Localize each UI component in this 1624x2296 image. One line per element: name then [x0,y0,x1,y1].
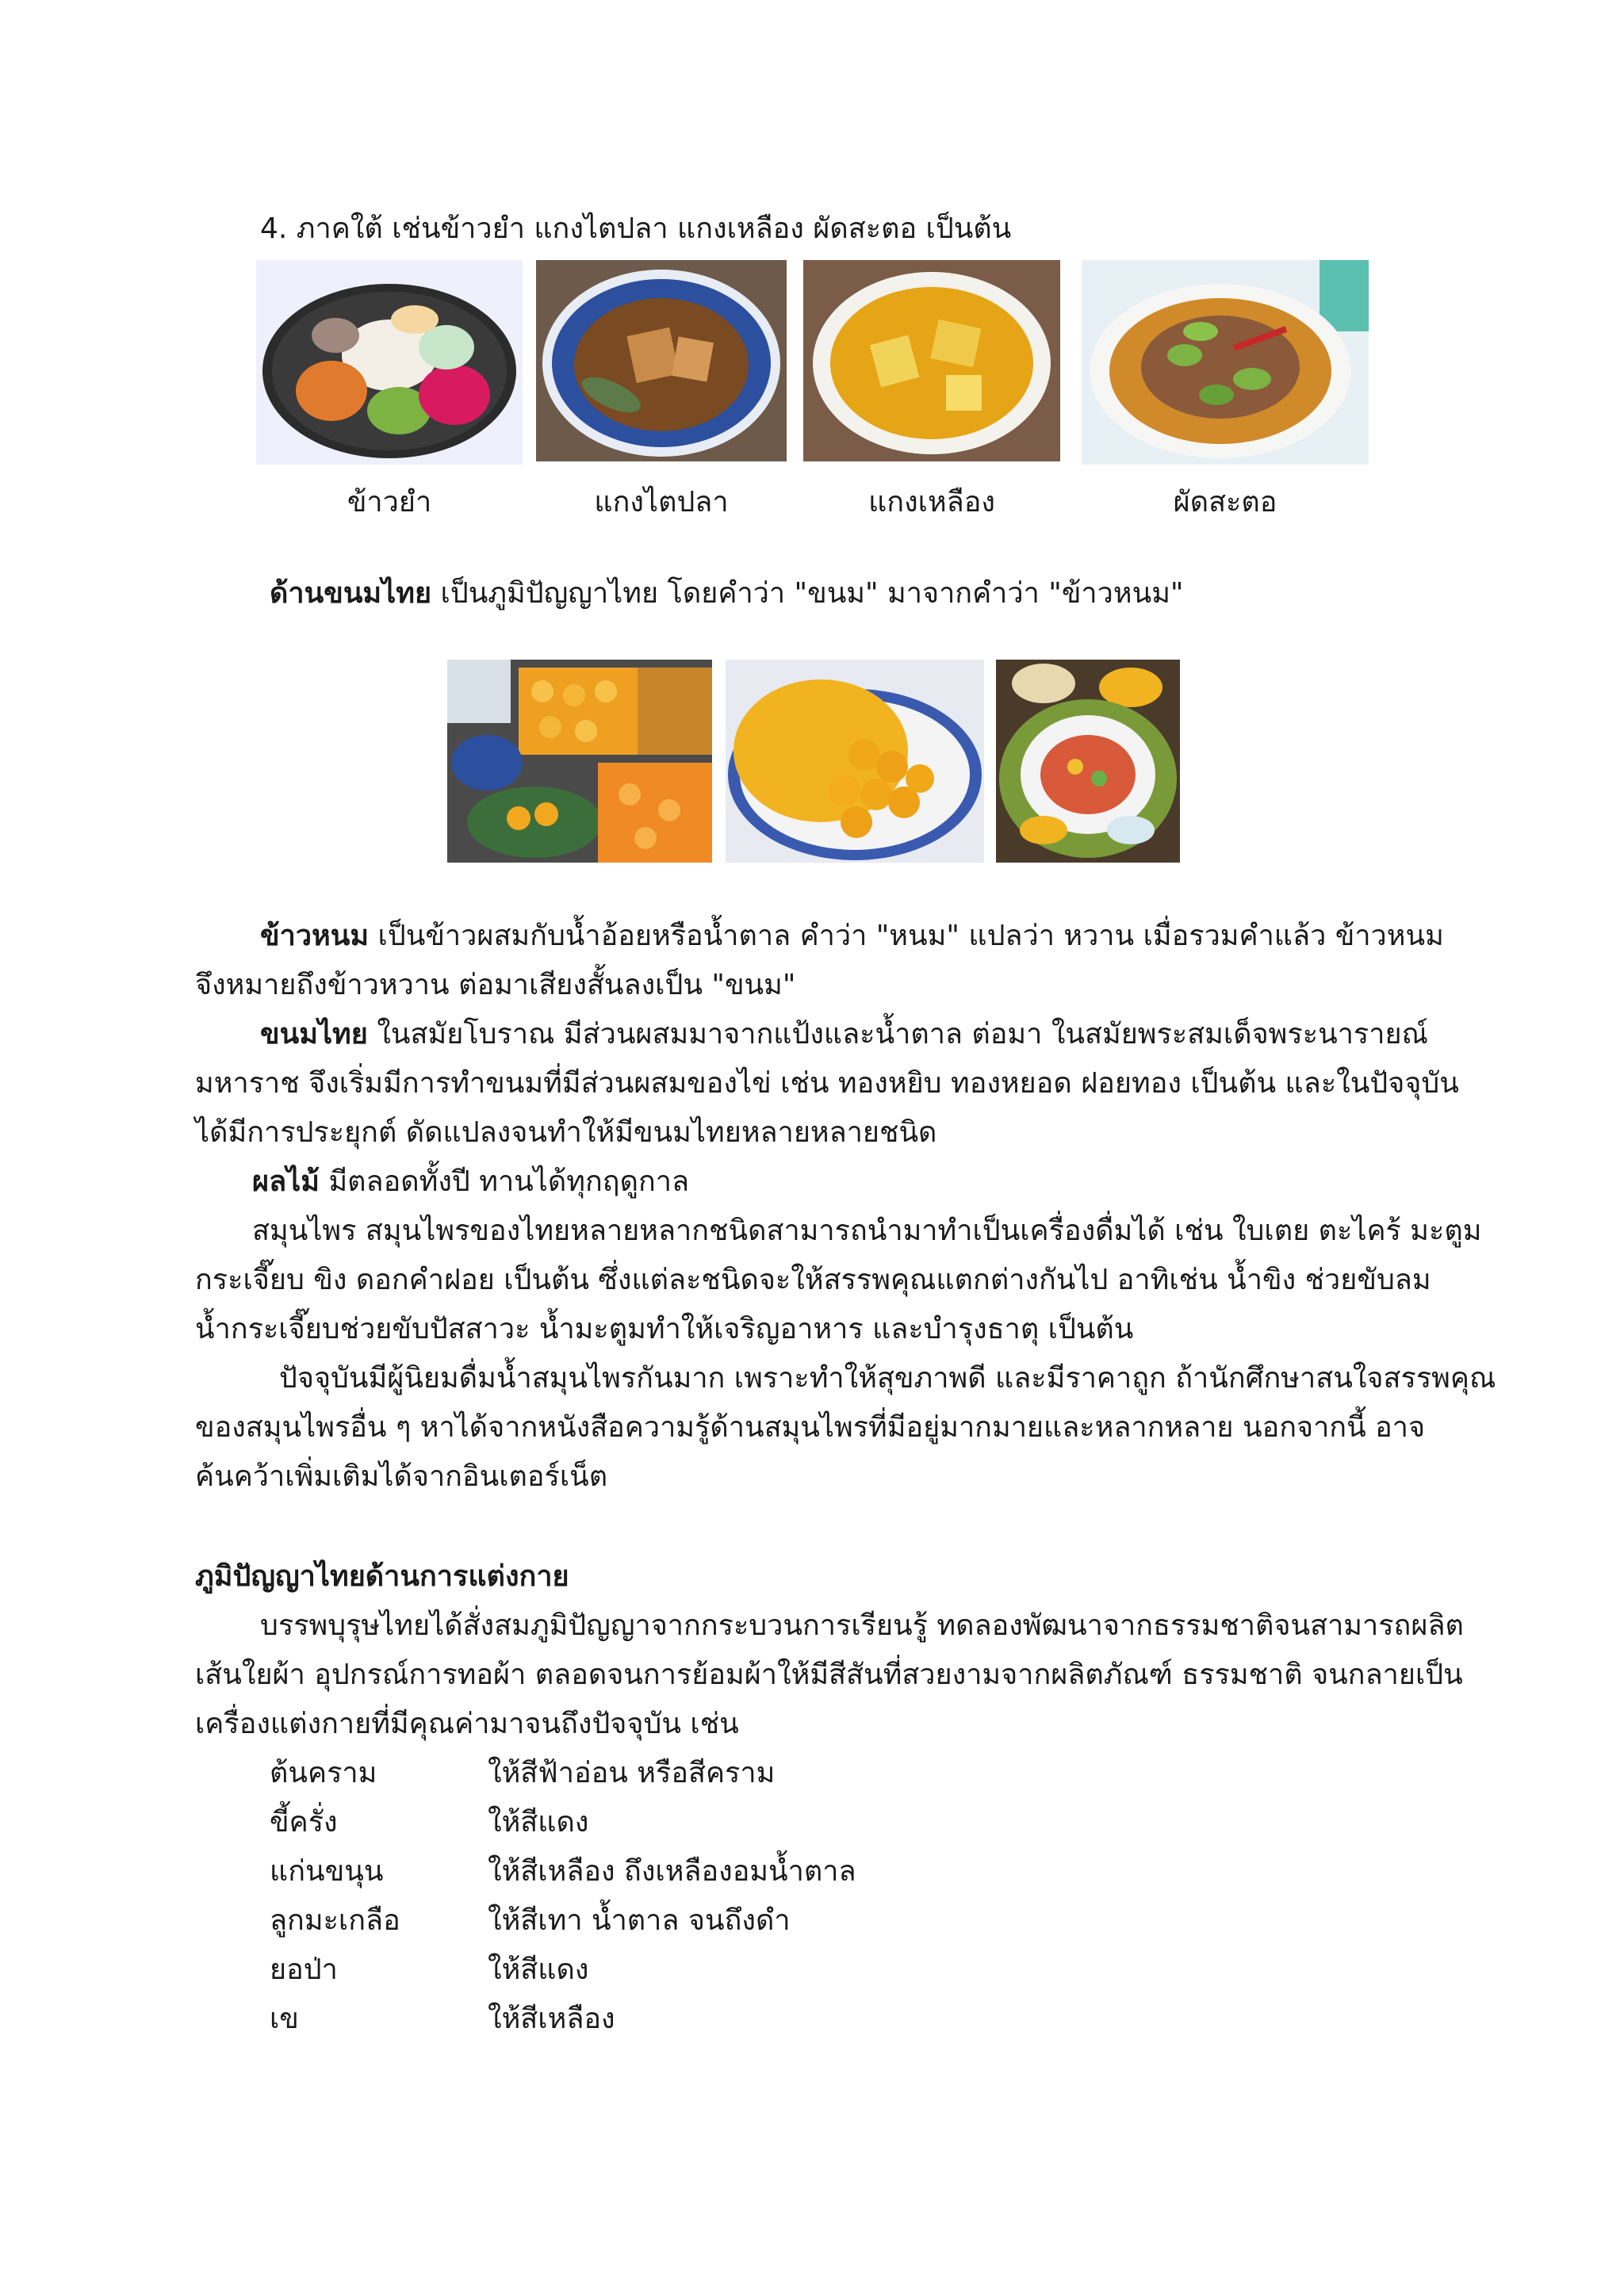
dress-heading: ภูมิปัญญาไทยด้านการแต่งกาย [195,1560,569,1593]
khanom-thai-line-1 [260,1010,1428,1059]
kaeng-lueang-photo [803,260,1060,461]
dye-color: ให้สีเหลือง [488,2003,615,2035]
dye-color: ให้สีเหลือง ถึงเหลืองอมน้ำตาล [488,1855,856,1888]
khanom-thai-line-2: มหาราช จึงเริ่มมีการทำขนมที่มีส่วนผสมของไข่ เช่น ทองหยิบ ทองหยอด ฝอยทอง เป็นต้น และในปัจจุบัน [195,1067,1459,1100]
caption-kaeng-tai-pla: แกงไตปลา [594,486,729,519]
dye-plant: ต้นคราม [270,1757,377,1789]
caption-khao-yam: ข้าวยำ [347,486,432,519]
dessert-photo-1 [447,660,712,863]
caption-phat-sato: ผัดสะตอ [1173,486,1277,519]
dye-plant: ลูกมะเกลือ [270,1904,400,1937]
dye-plant: เข [270,2003,299,2035]
herb-line-2: กระเจี๊ยบ ขิง ดอกคำฝอย เป็นต้น ซึ่งแต่ละชนิดจะให้สรรพคุณแตกต่างกันไป อาทิเช่น น้ำขิง ช่วยขับลม [195,1264,1431,1296]
caption-kaeng-lueang: แกงเหลือง [868,486,995,519]
dye-color: ให้สีฟ้าอ่อน หรือสีคราม [488,1757,776,1789]
fruit-term: ผลไม้ [252,1165,320,1198]
dye-row [270,1946,1063,1995]
khanom-thai-text: ในสมัยโบราณ มีส่วนผสมมาจากแป้งและน้ำตาล ต่อมา ในสมัยพระสมเด็จพระนารายณ์ [367,1018,1428,1050]
herb-line-3: น้ำกระเจี๊ยบช่วยขับปัสสาวะ น้ำมะตูมทำให้เจริญอาหาร และบำรุงธาตุ เป็นต้น [195,1313,1134,1345]
dye-plant: ขี้ครั่ง [270,1806,338,1839]
dress-line-3: เครื่องแต่งกายที่มีคุณค่ามาจนถึงปัจจุบัน เช่น [195,1708,739,1740]
dye-color: ให้สีเทา น้ำตาล จนถึงดำ [488,1904,791,1937]
dye-plant: แก่นขนุน [270,1855,384,1888]
dress-line-2: เส้นใยผ้า อุปกรณ์การทอผ้า ตลอดจนการย้อมผ้าให้มีสีสันที่สวยงามจากผลิตภัณฑ์ ธรรมชาติ จนกลายเป็น [195,1659,1463,1691]
dessert-photo-2 [726,660,984,863]
dessert-text: เป็นภูมิปัญญาไทย โดยคำว่า "ขนม" มาจากคำว่า "ข้าวหนม" [431,577,1184,610]
fruit-line [252,1158,689,1207]
kaeng-tai-pla-photo [536,260,787,461]
dress-line-1: บรรพบุรุษไทยได้สั่งสมภูมิปัญญาจากกระบวนการเรียนรู้ ทดลองพัฒนาจากธรรมชาติจนสามารถผลิต [260,1609,1464,1642]
today-line-1: ปัจจุบันมีผู้นิยมดื่มน้ำสมุนไพรกันมาก เพราะทำให้สุขภาพดี และมีราคาถูก ถ้านักศึกษาสนใจสรรพคุณ [279,1362,1496,1395]
dessert-intro [270,569,1184,618]
today-line-3: ค้นคว้าเพิ่มเติมได้จากอินเตอร์เน็ต [195,1460,608,1493]
dye-row [270,1847,1063,1896]
khanom-thai-term: ขนมไทย [260,1018,368,1050]
south-heading: 4. ภาคใต้ เช่นข้าวยำ แกงไตปลา แกงเหลือง ผัดสะตอ เป็นต้น [260,212,1012,245]
dye-plant: ยอป่า [270,1954,338,1986]
dessert-label: ด้านขนมไทย [270,577,432,610]
dye-row [270,1798,1063,1847]
khao-yam-photo [256,260,523,465]
khao-nom-line-1 [260,912,1444,961]
dye-color: ให้สีแดง [488,1954,589,1986]
khao-nom-line-2: จึงหมายถึงข้าวหวาน ต่อมาเสียงสั้นลงเป็น "ขนม" [195,969,796,1001]
khanom-thai-line-3: ได้มีการประยุกต์ ดัดแปลงจนทำให้มีขนมไทยหลายหลายชนิด [195,1116,937,1149]
dye-row [270,1749,1063,1798]
dye-row [270,1995,1063,2044]
khao-nom-text: เป็นข้าวผสมกับน้ำอ้อยหรือน้ำตาล คำว่า "หนม" แปลว่า หวาน เมื่อรวมคำแล้ว ข้าวหนม [369,920,1444,952]
fruit-text: มีตลอดทั้งปี ทานได้ทุกฤดูกาล [320,1165,690,1198]
dessert-photo-3 [996,660,1180,863]
dye-color: ให้สีแดง [488,1806,589,1839]
khao-nom-term: ข้าวหนม [260,920,370,952]
herb-line-1: สมุนไพร สมุนไพรของไทยหลายหลากชนิดสามารถนำมาทำเป็นเครื่องดื่มได้ เช่น ใบเตย ตะไคร้ มะตูม [252,1215,1482,1247]
dye-row [270,1896,1063,1946]
phat-sato-photo [1082,260,1369,465]
today-line-2: ของสมุนไพรอื่น ๆ หาได้จากหนังสือความรู้ด้านสมุนไพรที่มีอยู่มากมายและหลากหลาย นอกจากนี้ อาจ [195,1411,1426,1444]
